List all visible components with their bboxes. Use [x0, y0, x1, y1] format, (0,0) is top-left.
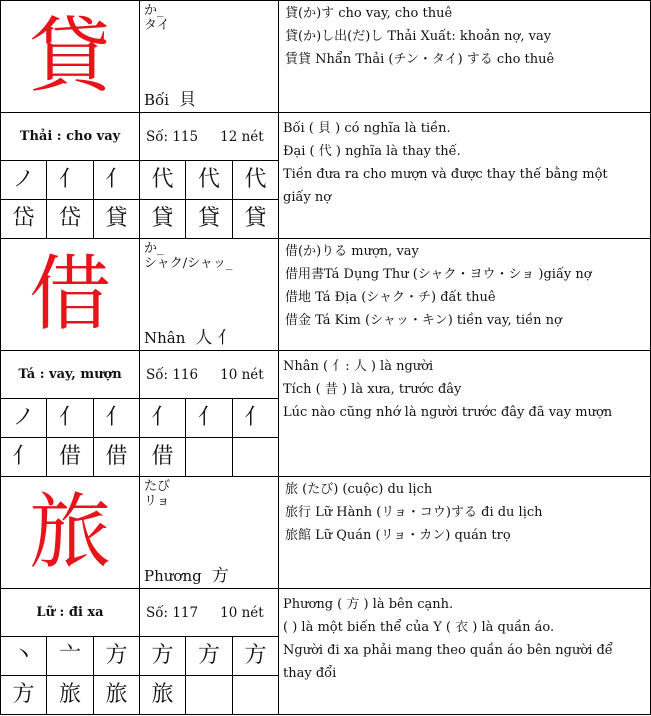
stroke-step: 岱: [46, 199, 94, 239]
radical-char: 貝: [179, 90, 196, 110]
stroke-step: 亠: [46, 636, 94, 676]
stroke-step: 貸: [185, 199, 233, 239]
explanation-line: Đại ( 代 ) nghĩa là thay thế.: [283, 144, 461, 159]
vocab-line: 旅行 Lữ Hành (リョ・コウ)する đi du lịch: [285, 505, 543, 520]
vocab-line: 旅館 Lữ Quán (リョ・カン) quán trọ: [285, 528, 511, 543]
readings-box: [139, 0, 279, 113]
stroke-step: 代: [139, 160, 186, 200]
stroke-step: 方: [93, 636, 140, 676]
explanation-line: Người đi xa phải mang theo quần áo bên người để: [283, 643, 613, 658]
radical-char: 方: [211, 566, 229, 586]
explanation-line: Tích ( 昔 ) là xưa, trước đây: [283, 382, 462, 397]
vocabulary-box: [278, 0, 651, 113]
stroke-step: 借: [46, 437, 94, 477]
stroke-step: 旅: [46, 675, 94, 715]
number-label: Số: 115: [146, 128, 199, 145]
stroke-step: 亻: [46, 160, 94, 200]
stroke-cell: [232, 437, 279, 477]
stroke-step: 代: [232, 160, 279, 200]
stroke-step: 亻: [139, 398, 186, 438]
explanation-line: Tiền đưa ra cho mượn và được thay thế bằng một: [283, 167, 608, 182]
stroke-step: 亻: [185, 398, 233, 438]
stroke-step: 代: [185, 160, 233, 200]
number-label: Số: 117: [146, 604, 199, 621]
explanation-box: [278, 588, 651, 715]
radical: [144, 566, 229, 586]
stroke-cell: [185, 437, 233, 477]
vocabulary-box: [278, 476, 651, 589]
explanation-line: Nhân ( 亻: 人 ) là người: [283, 359, 434, 374]
vocab-line: 借用書Tá Dụng Thư (シャク・ヨウ・ショ )giấy nợ: [285, 267, 592, 282]
stroke-step: 方: [0, 675, 47, 715]
explanation-line: giấy nợ: [283, 190, 332, 205]
stroke-count: 12 nét: [220, 128, 264, 145]
explanation-box: [278, 112, 651, 239]
kanji-number: [139, 588, 279, 637]
explanation-line: Bối ( 貝 ) có nghĩa là tiền.: [283, 121, 451, 136]
readings-box: [139, 238, 279, 351]
vocab-line: 旅 (たび) (cuộc) du lịch: [285, 482, 433, 497]
on-reading: タイ: [144, 18, 170, 33]
explanation-box: [278, 350, 651, 477]
stroke-step: 岱: [0, 199, 47, 239]
kanji-meaning: Tá : vay, mượn: [0, 350, 140, 399]
stroke-step: 貸: [93, 199, 140, 239]
explanation-line: Phương ( 方 ) là bên cạnh.: [283, 597, 454, 612]
stroke-step: 旅: [93, 675, 140, 715]
kun-reading: たび: [144, 479, 171, 494]
main-kanji: 貸: [0, 0, 140, 113]
kanji-number: [139, 350, 279, 399]
radical: [144, 90, 196, 110]
explanation-line: thay đổi: [283, 666, 337, 681]
stroke-step: 貸: [232, 199, 279, 239]
vocab-line: 借金 Tá Kim (シャッ・キン) tiền vay, tiền nợ: [285, 313, 562, 328]
vocab-line: 貸(か)す cho vay, cho thuê: [285, 6, 453, 21]
kanji-entry: [0, 238, 651, 476]
main-kanji: 借: [0, 238, 140, 351]
stroke-step: 亻: [93, 398, 140, 438]
stroke-step: 方: [232, 636, 279, 676]
stroke-step: ノ: [0, 160, 47, 200]
radical: [144, 328, 235, 348]
on-reading: シャク/シャッ_: [144, 256, 233, 271]
vocab-line: 貸(か)し出(だ)し Thải Xuất: khoản nợ, vay: [285, 29, 552, 44]
vocab-line: 借地 Tá Địa (シャク・チ) đất thuê: [285, 290, 496, 305]
stroke-step: 亻: [93, 160, 140, 200]
on-reading: リョ: [144, 494, 170, 509]
kanji-meaning: Lữ : đi xa: [0, 588, 140, 637]
stroke-step: 方: [139, 636, 186, 676]
radical-name: Bối: [144, 91, 169, 109]
stroke-step: 方: [185, 636, 233, 676]
number-label: Số: 116: [146, 366, 199, 383]
stroke-step: 貸: [139, 199, 186, 239]
kanji-meaning: Thải : cho vay: [0, 112, 140, 161]
stroke-step: 丶: [0, 636, 47, 676]
stroke-cell: [232, 675, 279, 715]
kun-reading: か_: [144, 241, 164, 256]
vocabulary-box: [278, 238, 651, 351]
stroke-step: 借: [93, 437, 140, 477]
stroke-count: 10 nét: [220, 604, 264, 621]
stroke-count: 10 nét: [220, 366, 264, 383]
stroke-step: 借: [139, 437, 186, 477]
kanji-entry: [0, 0, 651, 238]
main-kanji: 旅: [0, 476, 140, 589]
stroke-step: ノ: [0, 398, 47, 438]
stroke-step: 旅: [139, 675, 186, 715]
stroke-step: 亻: [232, 398, 279, 438]
vocab-line: 借(か)りる mượn, vay: [285, 244, 419, 259]
readings-box: [139, 476, 279, 589]
kanji-entry: [0, 476, 651, 714]
stroke-step: 亻: [46, 398, 94, 438]
stroke-step: 亻: [0, 437, 47, 477]
radical-name: Nhân: [144, 329, 186, 347]
vocab-line: 賃貸 Nhẩn Thải (チン・タイ) する cho thuê: [285, 52, 555, 67]
explanation-line: ( ) là một biến thể của Y ( 衣 ) là quần áo.: [283, 620, 555, 635]
kun-reading: か_: [144, 3, 164, 18]
explanation-line: Lúc nào cũng nhớ là người trước đây đã vay mượn: [283, 405, 613, 420]
kanji-number: [139, 112, 279, 161]
stroke-cell: [185, 675, 233, 715]
radical-char: 人 亻: [195, 328, 235, 348]
radical-name: Phương: [144, 567, 202, 585]
